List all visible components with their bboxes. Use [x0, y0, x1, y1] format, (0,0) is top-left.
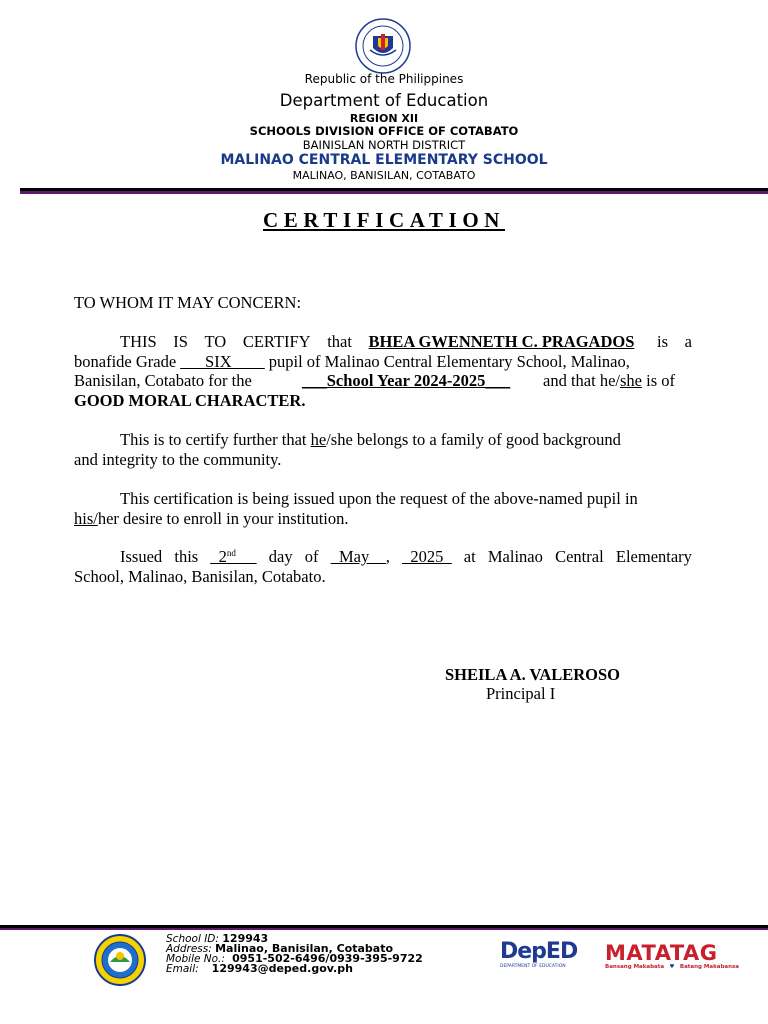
- document-title: CERTIFICATION: [262, 208, 506, 232]
- district-name: BAINISLAN NORTH DISTRICT: [302, 138, 466, 152]
- paragraph-3-line-2: his/her desire to enroll in your institution.: [74, 509, 349, 528]
- footer-divider-accent: [0, 928, 768, 930]
- issue-day: _2nd __: [210, 547, 257, 566]
- footer-school-id: School ID: 129943: [166, 932, 269, 945]
- republic-text: Republic of the Philippines: [304, 72, 464, 86]
- deped-seal-logo: [350, 18, 416, 74]
- issue-year: _2025_: [402, 547, 452, 566]
- pupil-name: BHEA GWENNETH C. PRAGADOS: [368, 332, 635, 351]
- paragraph-1-line-2: bonafide Grade ___SIX____ pupil of Malinao Central Elementary School, Malinao,: [74, 352, 630, 371]
- school-name: MALINAO CENTRAL ELEMENTARY SCHOOL: [220, 152, 548, 168]
- division-office: SCHOOLS DIVISION OFFICE OF COTABATO: [249, 124, 519, 138]
- school-seal-logo: [90, 934, 150, 986]
- paragraph-3-line-1: This certification is being issued upon the request of the above-named pupil in: [120, 489, 638, 508]
- deped-logo: DepED DEPARTMENT OF EDUCATION: [500, 939, 578, 969]
- paragraph-4-line-1: Issued this _2nd __ day of _May__, _2025_ at Malinao Central Elementary: [120, 547, 692, 566]
- moral-character: GOOD MORAL CHARACTER.: [74, 391, 306, 410]
- grade-value: ___SIX____: [180, 352, 265, 371]
- paragraph-1-line-3: Banisilan, Cotabato for the ___School Year 2024-2025___ and that he/she is of: [74, 371, 675, 390]
- signatory-position: Principal I: [486, 684, 556, 703]
- paragraph-1-line-1: THIS IS TO CERTIFY that BHEA GWENNETH C. PRAGADOS is a: [120, 332, 692, 351]
- heart-icon: ♥: [669, 964, 675, 970]
- signatory-name: SHEILA A. VALEROSO: [445, 665, 621, 684]
- paragraph-4-line-2: School, Malinao, Banisilan, Cotabato.: [74, 567, 326, 586]
- header-divider-accent: [20, 191, 768, 194]
- department-name: Department of Education: [279, 91, 489, 110]
- footer-address: Address: Malinao, Banisilan, Cotabato: [166, 942, 394, 955]
- salutation: TO WHOM IT MAY CONCERN:: [74, 293, 302, 312]
- issue-month: _May__: [330, 547, 386, 566]
- paragraph-2-line-1: This is to certify further that he /she belongs to a family of good background: [120, 430, 621, 449]
- school-address: MALINAO, BANISILAN, COTABATO: [292, 169, 476, 182]
- footer-mobile: Mobile No.: 0951-502-6496/0939-395-9722: [166, 952, 423, 965]
- region-text: REGION XII: [349, 112, 419, 125]
- paragraph-2-line-2: and integrity to the community.: [74, 450, 282, 469]
- matatag-logo: MATATAG Bansang Makabata ♥ Batang Makabansa: [605, 941, 739, 970]
- school-year: ___School Year 2024-2025___: [302, 371, 511, 390]
- footer-email: Email: 129943@deped.gov.ph: [166, 962, 353, 975]
